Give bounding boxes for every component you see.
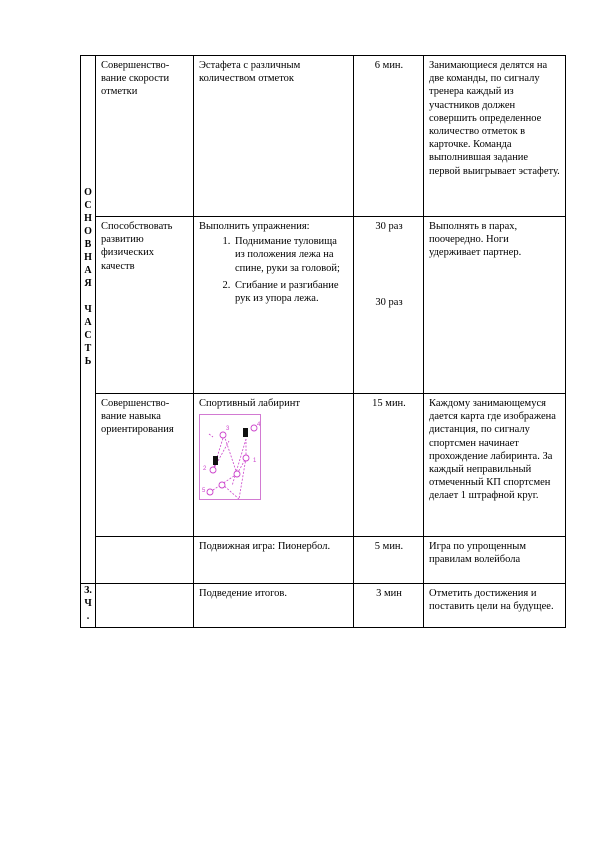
section-letter: А [84, 317, 92, 328]
table-row [81, 394, 566, 537]
notes-cell: Игра по упрощенным правилам волейбола [424, 537, 566, 584]
control-point [210, 467, 216, 473]
content-cell [194, 394, 354, 537]
section-letter: С [84, 200, 92, 211]
section-letter: Н [84, 252, 92, 263]
section-letter: Ь [84, 356, 92, 367]
dosage-cell [354, 217, 424, 394]
route-lines [207, 434, 246, 499]
control-point [243, 455, 249, 461]
content-cell: Подведение итогов. [194, 584, 354, 628]
control-point [220, 432, 226, 438]
section-letter: Ч [84, 304, 92, 315]
exercise-heading: Выполнить упражнения: [199, 221, 310, 232]
section-letter: З. [84, 585, 92, 596]
start-marker [243, 428, 248, 437]
table-row [81, 56, 566, 217]
map-label: 2 [203, 466, 207, 473]
map-label: 5 [202, 488, 206, 495]
section-letter: . [86, 611, 90, 622]
content-title: Спортивный лабиринт [199, 398, 301, 409]
content-cell [194, 217, 354, 394]
table-row [81, 584, 566, 628]
list-item: 2. Сгибание и разгибание рук из упора лежа. [233, 279, 349, 305]
control-point [219, 482, 225, 488]
task-cell [96, 537, 194, 584]
section-letter: Я [84, 278, 92, 289]
section-label-main [81, 56, 96, 584]
task-cell: Совершенство-вание навыка ориентирования [96, 394, 194, 537]
dosage-value: 30 раз [375, 297, 403, 309]
content-cell: Подвижная игра: Пионербол. [194, 537, 354, 584]
section-letter: Т [84, 343, 92, 354]
task-cell: Способствовать развитию физических качеств [96, 217, 194, 394]
content-cell: Эстафета с различным количеством отметок [194, 56, 354, 217]
exercise-list [199, 235, 349, 305]
dosage-cell: 5 мин. [354, 537, 424, 584]
dosage-value: 30 раз [375, 221, 403, 232]
table-row [81, 217, 566, 394]
map-labels [202, 422, 261, 494]
task-cell [96, 584, 194, 628]
lesson-plan-table [80, 55, 566, 628]
dosage-cell: 6 мин. [354, 56, 424, 217]
map-label: 4 [257, 422, 261, 429]
table-row [81, 537, 566, 584]
section-letter: Ч [84, 598, 92, 609]
notes-cell: Выполнять в парах, поочередно. Ноги удерживает партнер. [424, 217, 566, 394]
section-letter: Н [84, 213, 92, 224]
section-letter: В [84, 239, 92, 250]
notes-cell: Занимающиеся делятся на две команды, по сигналу тренера каждый из участников должен совершить определенное количество отметок в карточке. Команда выполнившая задание первой выигрывает эстафету. [424, 56, 566, 217]
map-label: 1 [253, 458, 257, 465]
notes-cell: Каждому занимающемуся дается карта где изображена дистанция, по сигналу спортсмен начинает прохождение лабиринта. За каждый неправильный отмеченный КП спортсмен делает 1 штрафной круг. [424, 394, 566, 537]
dosage-cell: 3 мин [354, 584, 424, 628]
notes-cell: Отметить достижения и поставить цели на будущее. [424, 584, 566, 628]
dosage-cell: 15 мин. [354, 394, 424, 537]
section-letter: С [84, 330, 92, 341]
section-letter: О [84, 187, 92, 198]
labyrinth-map-diagram [199, 414, 261, 500]
section-label-final [81, 584, 96, 628]
finish-marker [213, 456, 218, 465]
control-point [234, 471, 240, 477]
control-point [207, 489, 213, 495]
section-letter: А [84, 265, 92, 276]
task-cell: Совершенство-вание скорости отметки [96, 56, 194, 217]
map-label: 3 [226, 426, 230, 433]
section-letter: О [84, 226, 92, 237]
list-item: 1. Поднимание туловища из положения лежа на спине, руки за головой; [233, 235, 349, 275]
